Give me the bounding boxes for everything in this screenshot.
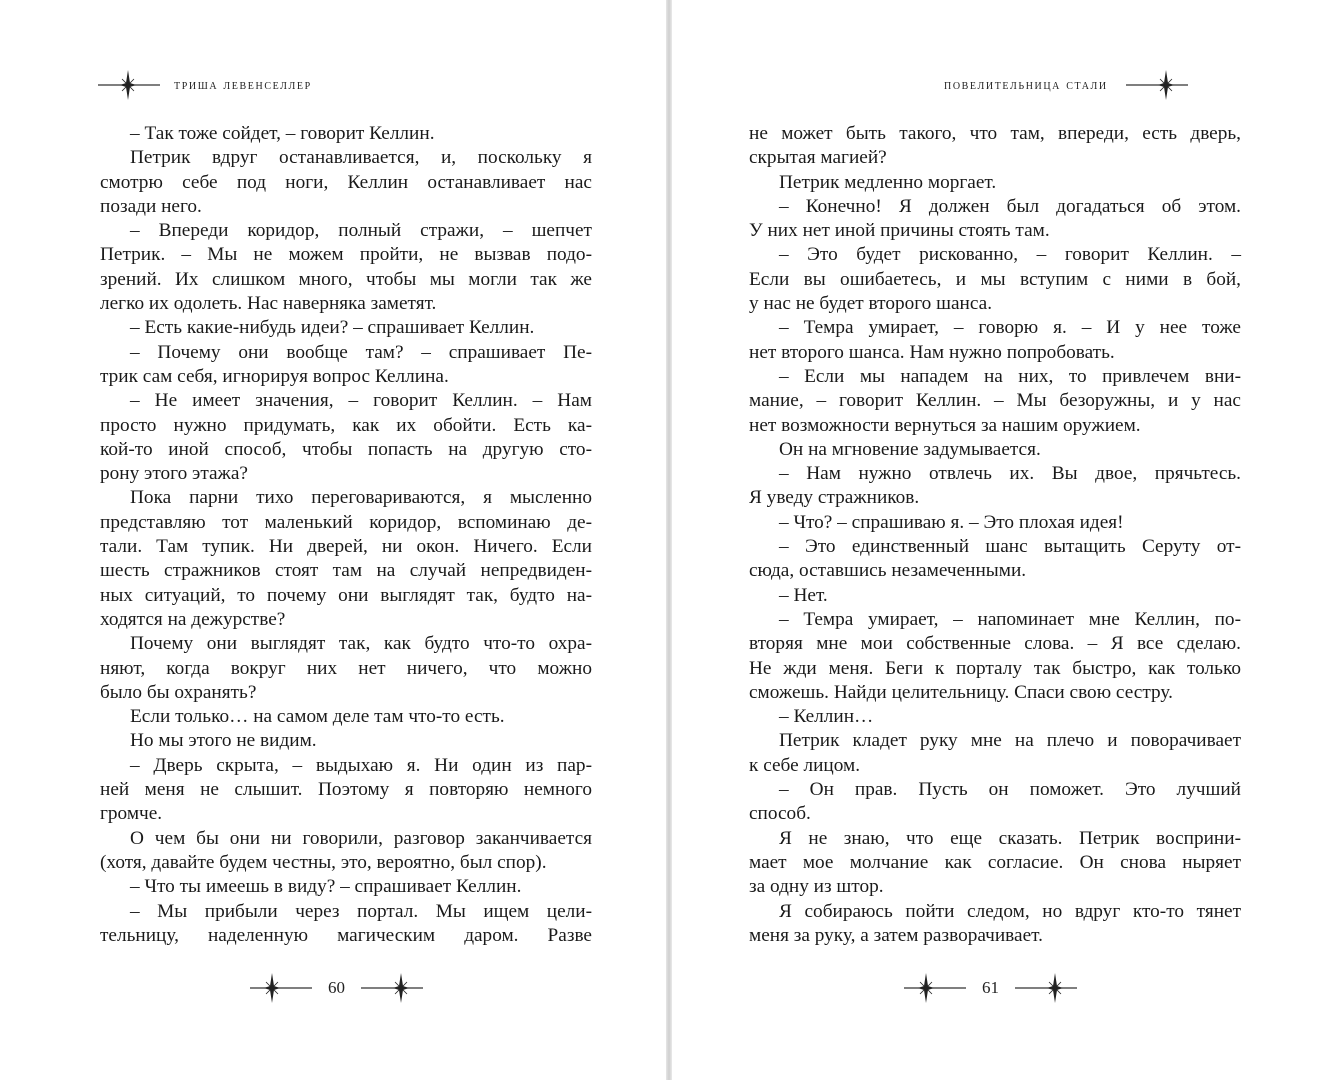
text-line: меня за руку, а затем разворачивает. [749,924,1043,946]
text-line: шесть стражников стоят там на случай непредвиден- [100,560,592,582]
text-line: кой-то иной способ, чтобы попасть на другую сто- [100,438,592,460]
text-line: – Конечно! Я должен был догадаться об этом. [779,195,1241,217]
text-line: громче. [100,803,163,825]
text-line: Но мы этого не видим. [130,730,317,752]
text-line: – Есть какие-нибудь идеи? – спрашивает Келлин. [130,317,535,339]
text-line: мание, – говорит Келлин. – Мы безоружны, и у нас [749,390,1241,412]
text-line: тельницу, наделенную магическим даром. Разве [100,924,592,946]
text-line: Почему они выглядят так, как будто что-то охра- [130,633,592,655]
text-line: способ. [749,803,811,825]
page-footer-left [250,968,423,1008]
text-line: – Не имеет значения, – говорит Келлин. – Нам [130,390,592,412]
running-header-left [98,68,312,102]
text-line: – Темра умирает, – говорю я. – И у нее тоже [779,317,1241,339]
four-point-star-icon [1015,968,1077,1008]
text-line: Пока парни тихо переговариваются, я мысленно [130,487,592,509]
text-line: нет второго шанса. Нам нужно попробовать. [749,341,1115,363]
text-line: У них нет иной причины стоять там. [749,220,1050,242]
text-line: – Почему они вообще там? – спрашивает Пе- [130,341,592,363]
left-body-text [100,122,592,948]
text-line: Если только… на самом деле там что-то есть. [130,706,505,728]
text-line: Я не знаю, что еще сказать. Петрик восприни- [779,827,1241,849]
text-line: – Дверь скрыта, – выдыхаю я. Ни один из пар- [130,754,592,776]
right-page [672,0,1343,1080]
text-line: Он на мгновение задумывается. [779,438,1041,460]
text-line: Петрик медленно моргает. [779,171,997,193]
header-author: триша левенселлер [174,76,312,93]
header-book-title: повелительница стали [944,76,1108,93]
text-line: было бы охранять? [100,681,257,703]
text-line: Петрик кладет руку мне на плечо и поворачивает [779,730,1241,752]
text-line: Я уведу стражников. [749,487,920,509]
text-line: – Это единственный шанс вытащить Серуту от- [779,536,1241,558]
text-line: просто нужно придумать, как их обойти. Есть ка- [100,414,592,436]
four-point-star-icon [904,968,966,1008]
text-line: – Нам нужно отвлечь их. Вы двое, прячьтесь. [779,463,1241,485]
text-line: О чем бы они ни говорили, разговор заканчивается [130,827,592,849]
text-line: сюда, оставшись незамеченными. [749,560,1027,582]
text-line: – Это будет рискованно, – говорит Келлин. – [779,244,1241,266]
text-line: – Келлин… [779,706,874,728]
four-point-star-icon [98,68,160,102]
text-line: нет возможности вернуться за нашим оружием. [749,414,1141,436]
text-line: рону этого этажа? [100,463,248,485]
text-line: няют, когда вокруг них нет ничего, что можно [100,657,592,679]
text-line: у нас не будет второго шанса. [749,293,993,315]
text-line: (хотя, давайте будем честны, это, вероятно, был спор). [100,851,547,873]
page-number: 61 [982,978,999,997]
text-line: – Что ты имеешь в виду? – спрашивает Келлин. [130,876,522,898]
four-point-star-icon [361,968,423,1008]
left-page [0,0,666,1080]
text-line: Не жди меня. Беги к порталу так быстро, как только [749,657,1241,679]
right-body-text [749,122,1241,948]
text-line: Если вы ошибаетесь, и мы вступим с ними в бой, [749,268,1241,290]
text-line: зрений. Их слишком много, чтобы мы могли так же [100,268,592,290]
text-line: легко их одолеть. Нас наверняка заметят. [100,293,437,315]
text-line: Петрик. – Мы не можем пройти, не вызвав подо- [100,244,592,266]
text-line: мает мое молчание как согласие. Он снова ныряет [749,851,1241,873]
text-line: смотрю себе под ноги, Келлин останавливает нас [100,171,592,193]
four-point-star-icon [1126,68,1188,102]
text-line: скрытая магией? [749,147,887,169]
text-line: сможешь. Найди целительницу. Спаси свою сестру. [749,681,1173,703]
text-line: Я собираюсь пойти следом, но вдруг кто-то тянет [779,900,1241,922]
text-line: – Так тоже сойдет, – говорит Келлин. [130,123,435,144]
text-line: – Если мы нападем на них, то привлечем вни- [779,365,1241,387]
page-footer-right [904,968,1077,1008]
text-line: трик сам себя, игнорируя вопрос Келлина. [100,365,449,387]
text-line: – Что? – спрашиваю я. – Это плохая идея! [779,511,1124,533]
text-line: вторяя мне мои собственные слова. – Я все сделаю. [749,633,1241,655]
text-line: к себе лицом. [749,754,861,776]
text-line: – Он прав. Пусть он поможет. Это лучший [779,779,1241,801]
text-line: за одну из штор. [749,876,884,898]
text-line: не может быть такого, что там, впереди, есть дверь, [749,123,1241,144]
text-line: Петрик вдруг останавливается, и, поскольку я [130,147,592,169]
page-number: 60 [328,978,345,997]
text-line: – Темра умирает, – напоминает мне Келлин, по- [779,608,1241,630]
text-line: позади него. [100,195,202,217]
text-line: ных ситуаций, то почему они выглядят так, будто на- [100,584,592,606]
running-header-right [944,68,1188,102]
text-line: – Мы прибыли через портал. Мы ищем цели- [130,900,592,922]
four-point-star-icon [250,968,312,1008]
text-line: – Нет. [779,584,828,606]
text-line: представляю тот маленький коридор, вспоминаю де- [100,511,592,533]
text-line: тали. Там тупик. Ни дверей, ни окон. Ничего. Если [100,536,592,558]
text-line: ней меня не слышит. Поэтому я повторяю немного [100,779,592,801]
text-line: ходятся на дежурстве? [100,608,286,630]
text-line: – Впереди коридор, полный стражи, – шепчет [130,220,592,242]
